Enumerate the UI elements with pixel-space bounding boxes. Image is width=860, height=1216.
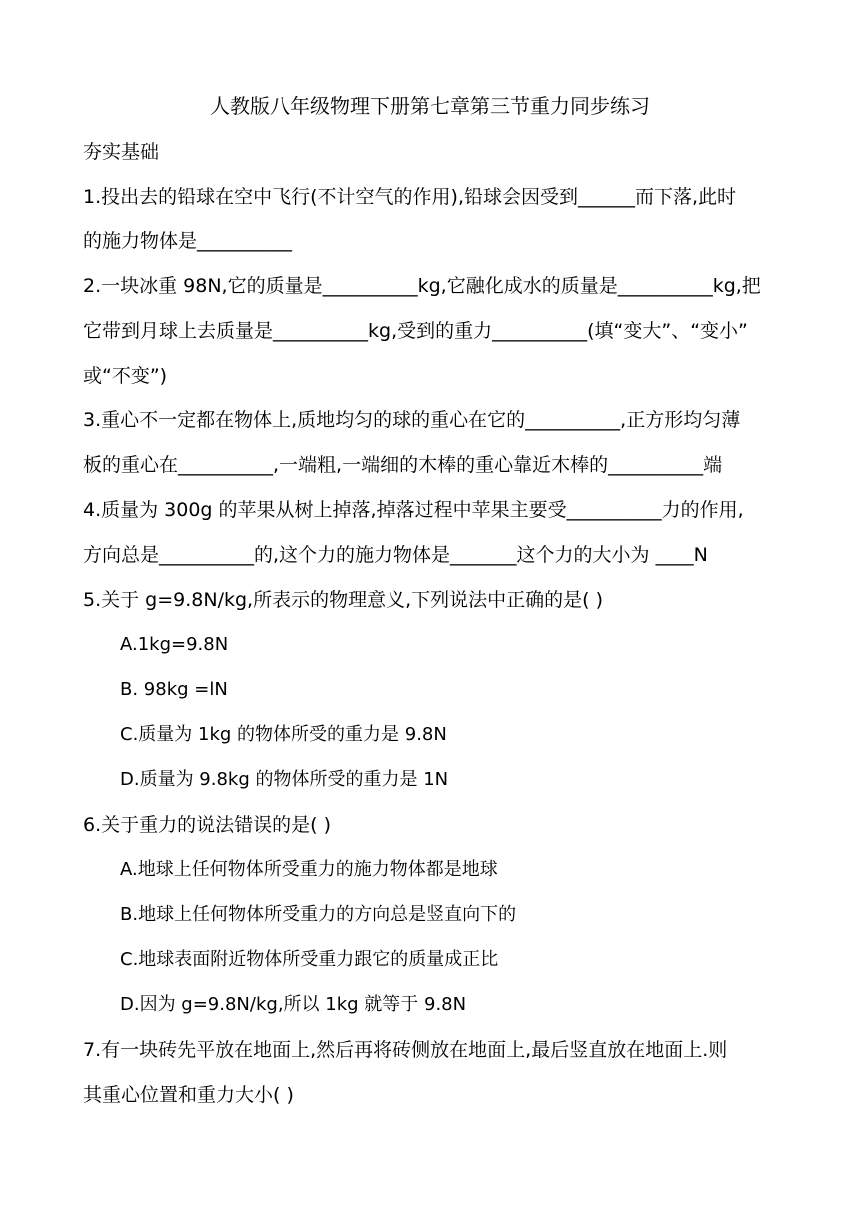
question-5-option-c: C.质量为 1kg 的物体所受的重力是 9.8N — [120, 724, 447, 745]
section-heading: 夯实基础 — [83, 141, 160, 163]
question-1-line-2: 的施力物体是__________ — [83, 230, 293, 252]
question-5-option-d: D.质量为 9.8kg 的物体所受的重力是 1N — [120, 769, 449, 790]
question-6-option-a: A.地球上任何物体所受重力的施力物体都是地球 — [120, 859, 498, 880]
question-7-line-2: 其重心位置和重力大小( ) — [83, 1084, 294, 1106]
question-3-line-1: 3.重心不一定都在物体上,质地均匀的球的重心在它的__________,正方形均匀薄 — [83, 409, 741, 431]
question-4-line-1: 4.质量为 300g 的苹果从树上掉落,掉落过程中苹果主要受__________力的作用, — [83, 499, 744, 521]
question-5-stem: 5.关于 g=9.8N/kg,所表示的物理意义,下列说法中正确的是( ) — [83, 589, 603, 611]
question-2-line-3: 或“不变”) — [83, 365, 168, 387]
question-2-line-2: 它带到月球上去质量是__________kg,受到的重力__________(填“变大”、“变小” — [83, 320, 748, 342]
document-title: 人教版八年级物理下册第七章第三节重力同步练习 — [210, 94, 650, 118]
question-6-option-b: B.地球上任何物体所受重力的方向总是竖直向下的 — [120, 904, 517, 925]
question-6-stem: 6.关于重力的说法错误的是( ) — [83, 814, 331, 836]
question-7-line-1: 7.有一块砖先平放在地面上,然后再将砖侧放在地面上,最后竖直放在地面上.则 — [83, 1039, 728, 1061]
question-5-option-a: A.1kg=9.8N — [120, 634, 229, 655]
question-4-line-2: 方向总是__________的,这个力的施力物体是_______这个力的大小为 ____N — [83, 544, 708, 566]
question-2-line-1: 2.一块冰重 98N,它的质量是__________kg,它融化成水的质量是__________kg,把 — [83, 275, 761, 297]
question-3-line-2: 板的重心在__________,一端粗,一端细的木棒的重心靠近木棒的__________端 — [83, 454, 723, 476]
question-6-option-d: D.因为 g=9.8N/kg,所以 1kg 就等于 9.8N — [120, 994, 467, 1015]
question-1-line-1: 1.投出去的铅球在空中飞行(不计空气的作用),铅球会因受到______而下落,此时 — [83, 186, 737, 208]
question-6-option-c: C.地球表面附近物体所受重力跟它的质量成正比 — [120, 949, 499, 970]
question-5-option-b: B. 98kg =lN — [120, 679, 228, 700]
